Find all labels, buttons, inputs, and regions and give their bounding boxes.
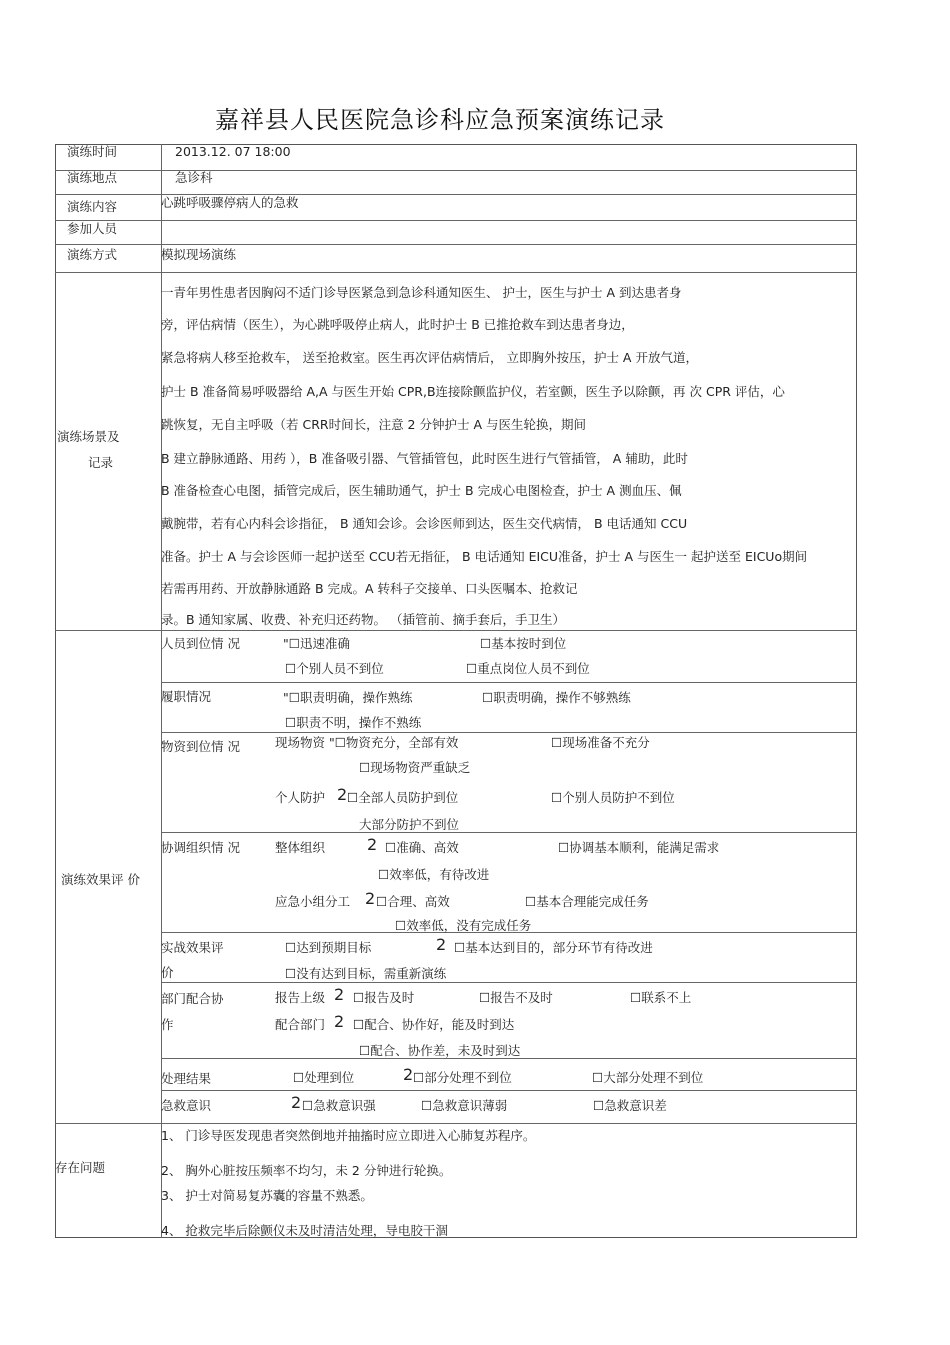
awareness-option[interactable]: ☐急救意识差 — [593, 1098, 667, 1113]
coord-option[interactable]: ☐准确、高效 — [385, 840, 459, 855]
dept-option[interactable]: ☐报告及时 — [353, 990, 415, 1005]
place-label: 演练地点 — [67, 170, 118, 185]
staff-option[interactable]: ☐重点岗位人员不到位 — [466, 661, 590, 676]
result-option[interactable]: ☐大部分处理不到位 — [592, 1070, 704, 1085]
awareness-label: 急救意识 — [161, 1098, 212, 1113]
scene-line: 录。B 通知家属、收费、补充归还药物。 （插管前、摘手套后，手卫生） — [161, 612, 566, 627]
time-value: 2013.12. 07 18:00 — [175, 144, 291, 159]
dept-label-2: 作 — [161, 1017, 174, 1032]
coord-option[interactable]: ☐合理、高效 — [376, 894, 450, 909]
problem-item: 1、 门诊导医发现患者突然倒地并抽搐时应立即进入心肺复苏程序。 — [161, 1128, 536, 1143]
scene-line: 若需再用药、开放静脉通路 B 完成。A 转科子交接单、口头医嘱本、抢救记 — [161, 581, 578, 596]
dept-label: 部门配合协 — [161, 991, 224, 1006]
awareness-option[interactable]: ☐急救意识薄弱 — [421, 1098, 508, 1113]
duty-option[interactable]: ☐职责不明，操作不熟练 — [285, 715, 422, 730]
selection-mark: 2 — [367, 835, 378, 854]
row-divider — [161, 982, 857, 983]
row-divider — [55, 244, 857, 245]
duty-label: 履职情况 — [161, 689, 212, 704]
row-divider — [161, 732, 857, 733]
scene-line: 一青年男性患者因胸闷不适门诊导医紧急到急诊科通知医生、 护士，医生与护士 A 到达患者身 — [161, 285, 682, 300]
effect-option[interactable]: ☐达到预期目标 — [285, 940, 372, 955]
row-divider — [161, 682, 857, 683]
row-divider — [55, 1123, 857, 1124]
problems-label: 存在问题 — [55, 1160, 106, 1175]
scene-line: B 准备检查心电图，插管完成后，医生辅助通气，护士 B 完成心电图检查，护士 A 测血压、佩 — [161, 483, 682, 498]
supply-option[interactable]: ☐个别人员防护不到位 — [551, 790, 675, 805]
place-value: 急诊科 — [175, 170, 213, 185]
selection-mark: 2 — [334, 985, 345, 1004]
result-option[interactable]: ☐部分处理不到位 — [413, 1070, 512, 1085]
row-divider — [161, 832, 857, 833]
selection-mark: 2 — [291, 1093, 302, 1112]
problem-item: 2、 胸外心脏按压频率不均匀，未 2 分钟进行轮换。 — [161, 1163, 452, 1178]
coord-option[interactable]: ☐效率低，没有完成任务 — [395, 918, 532, 933]
coord-label: 协调组织情 况 — [161, 840, 240, 855]
selection-mark: 2 — [365, 889, 376, 908]
scene-line: 戴腕带，若有心内科会诊指征， B 通知会诊。会诊医师到达，医生交代病情， B 电话通知 CCU — [161, 516, 688, 531]
result-label: 处理结果 — [161, 1071, 212, 1086]
scene-label: 演练场景及 — [57, 429, 120, 444]
dept-sublabel: 报告上级 — [275, 990, 326, 1005]
effect-option[interactable]: ☐没有达到目标，需重新演练 — [285, 966, 447, 981]
content-value: 心跳呼吸骤停病人的急救 — [161, 195, 299, 210]
method-value: 模拟现场演练 — [161, 247, 237, 262]
staff-option[interactable]: ☐基本按时到位 — [480, 636, 567, 651]
coord-option[interactable]: ☐基本合理能完成任务 — [525, 894, 649, 909]
row-divider — [55, 220, 857, 221]
effect-label-2: 价 — [161, 965, 174, 980]
selection-mark: 2 — [403, 1065, 414, 1084]
supply-label: 物资到位情 况 — [161, 739, 240, 754]
scene-line: B 建立静脉通路、用药 ），B 准备吸引器、气管插管包，此时医生进行气管插管， A 辅助，此时 — [161, 451, 688, 466]
selection-mark: 2 — [337, 785, 348, 804]
scene-line: 旁，评估病情（医生），为心跳呼吸停止病人，此时护士 B 已推抢救车到达患者身边， — [161, 317, 634, 332]
staff-option[interactable]: ☐个别人员不到位 — [285, 661, 384, 676]
supply-option[interactable]: 大部分防护不到位 — [359, 817, 460, 832]
page-title: 嘉祥县人民医院急诊科应急预案演练记录 — [215, 106, 665, 134]
scene-line: 护士 B 准备简易呼吸器给 A,A 与医生开始 CPR,B连接除颤监护仪，若室颤，医生予以除颤，再 次 CPR 评估，心 — [161, 384, 785, 399]
time-label: 演练时间 — [67, 144, 118, 159]
dept-sublabel: 配合部门 — [275, 1017, 326, 1032]
supply-sublabel: 个人防护 — [275, 790, 326, 805]
content-label: 演练内容 — [67, 199, 118, 214]
supply-option[interactable]: ☐现场准备不充分 — [551, 735, 650, 750]
supply-option[interactable]: 现场物资 "☐物资充分，全部有效 — [275, 735, 459, 750]
selection-mark: 2 — [334, 1012, 345, 1031]
dept-option[interactable]: ☐联系不上 — [630, 990, 692, 1005]
coord-option[interactable]: ☐协调基本顺利，能满足需求 — [558, 840, 720, 855]
row-divider — [161, 1090, 857, 1091]
problem-item: 4、 抢救完毕后除颤仪未及时清洁处理，导电胶干涸 — [161, 1223, 448, 1238]
row-divider — [55, 272, 857, 273]
scene-line: 准备。护士 A 与会诊医师一起护送至 CCU若无指征， B 电话通知 EICU准备，护士 A 与医生一 起护送至 EICUo期间 — [161, 549, 808, 564]
supply-option[interactable]: ☐现场物资严重缺乏 — [359, 760, 471, 775]
selection-mark: 2 — [436, 935, 447, 954]
awareness-option[interactable]: ☐急救意识强 — [302, 1098, 376, 1113]
dept-option[interactable]: ☐报告不及时 — [479, 990, 553, 1005]
effect-option[interactable]: ☐基本达到目的，部分环节有待改进 — [454, 940, 653, 955]
problem-item: 3、 护士对简易复苏囊的容量不熟悉。 — [161, 1188, 373, 1203]
duty-option[interactable]: "☐职责明确，操作熟练 — [283, 690, 413, 705]
scene-line: 紧急将病人移至抢救车， 送至抢救室。医生再次评估病情后， 立即胸外按压，护士 A 开放气道， — [161, 350, 698, 365]
coord-option[interactable]: ☐效率低，有待改进 — [378, 867, 490, 882]
dept-option[interactable]: ☐配合、协作差，未及时到达 — [359, 1043, 521, 1058]
result-option[interactable]: ☐处理到位 — [293, 1070, 355, 1085]
supply-option[interactable]: ☐全部人员防护到位 — [347, 790, 459, 805]
coord-sublabel: 整体组织 — [275, 840, 326, 855]
effect-label: 实战效果评 — [161, 940, 224, 955]
scene-line: 跳恢复，无自主呼吸（若 CRR时间长，注意 2 分钟护士 A 与医生轮换，期间 — [161, 417, 586, 432]
staff-label: 人员到位情 况 — [161, 636, 240, 651]
staff-option[interactable]: "☐迅速准确 — [283, 636, 350, 651]
scene-label-2: 记录 — [88, 455, 114, 470]
people-label: 参加人员 — [67, 221, 118, 236]
method-label: 演练方式 — [67, 247, 118, 262]
dept-option[interactable]: ☐配合、协作好，能及时到达 — [353, 1017, 515, 1032]
row-divider — [55, 630, 857, 631]
evaluation-label: 演练效果评 价 — [61, 872, 140, 887]
coord-sublabel: 应急小组分工 — [275, 894, 351, 909]
duty-option[interactable]: ☐职责明确，操作不够熟练 — [482, 690, 631, 705]
